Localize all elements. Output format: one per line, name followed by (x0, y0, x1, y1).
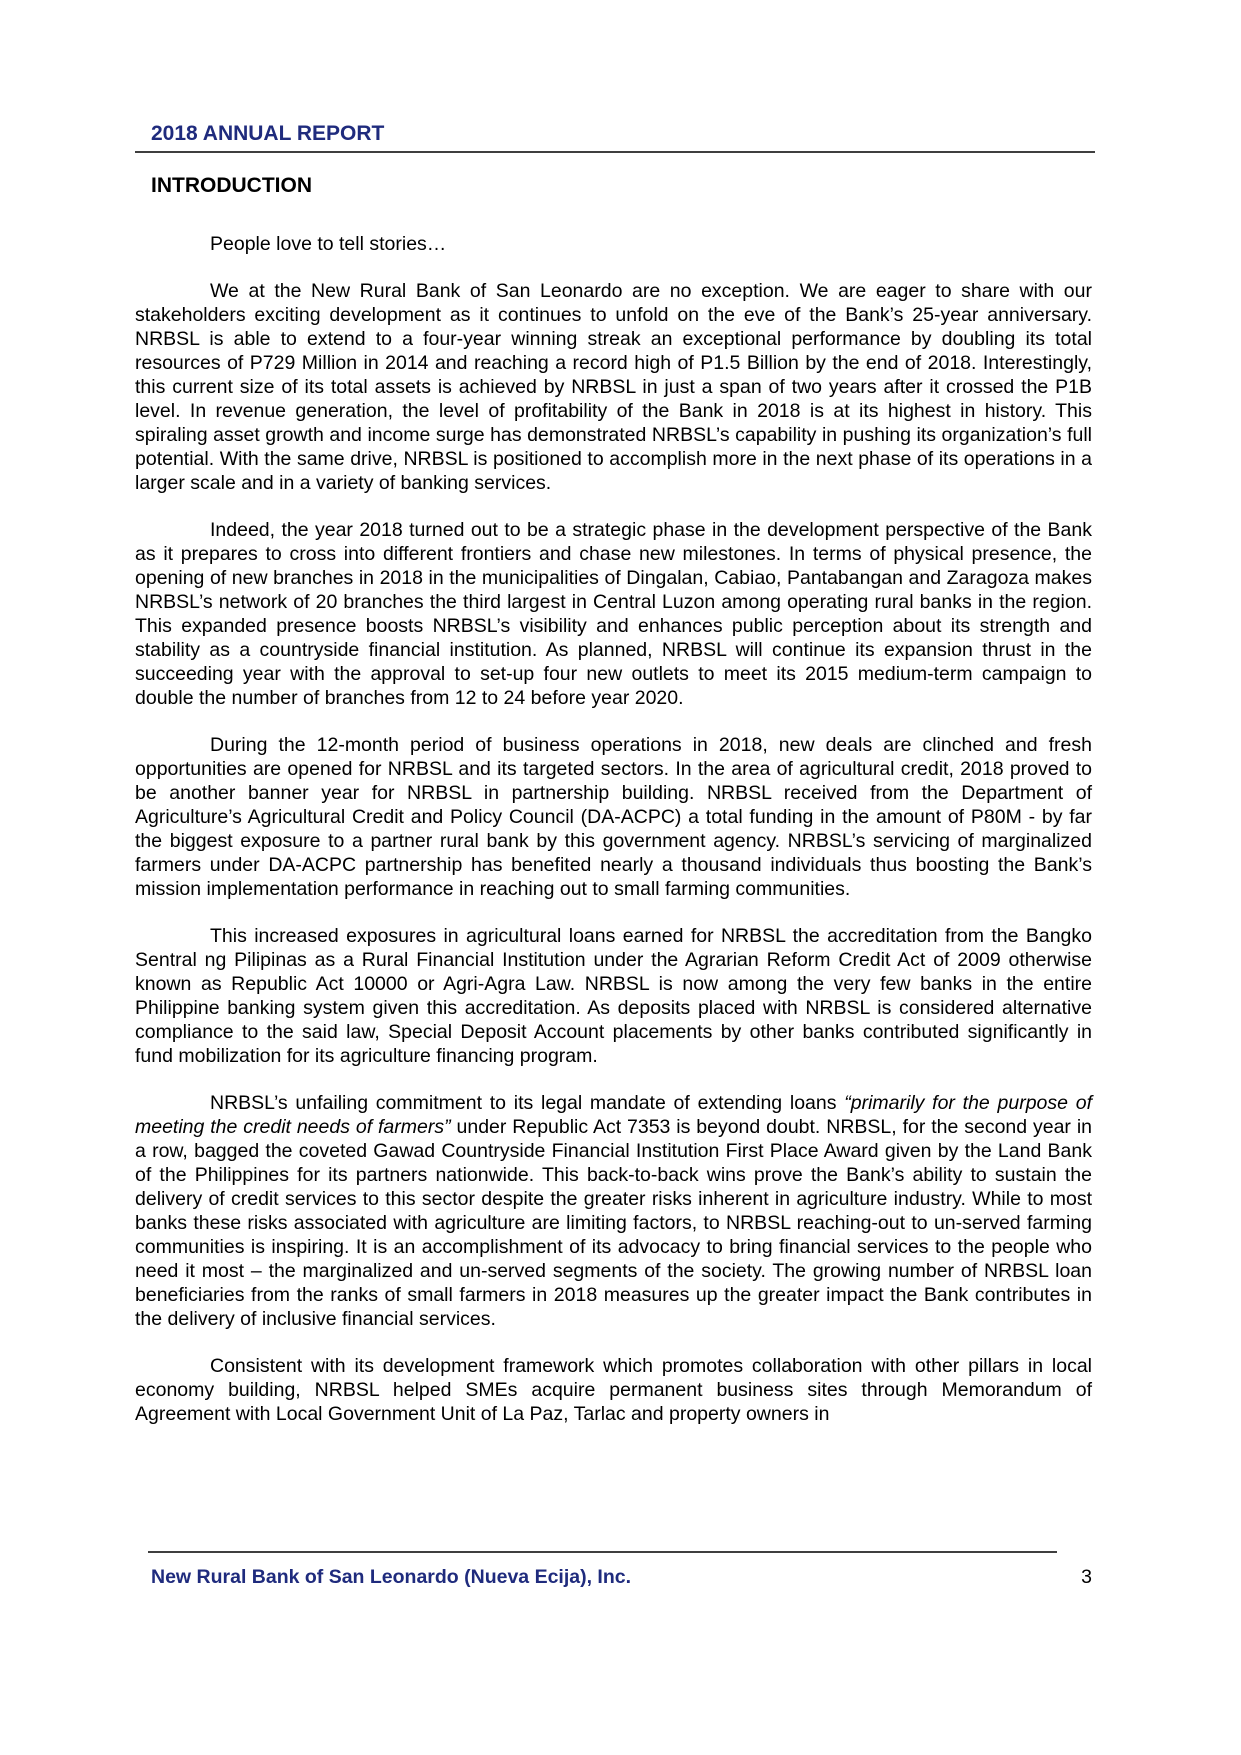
page-content (135, 122, 1092, 1426)
footer-row (148, 1566, 1092, 1589)
legal-mandate-text-after-quote: under Republic Act 7353 is beyond doubt. NRBSL, for the second year in a row, bagged the coveted Gawad Countryside Financial Institution First Place Award given by the Land Bank of the Philippines for its partners nationwide. This back-to-back wins prove the Bank’s ability to sustain the delivery of credit services to this sector despite the greater risks inherent in agriculture industry. While to most banks these risks associated with agriculture are limiting factors, to NRBSL reaching-out to un-served farming communities is inspiring. It is an accomplishment of its advocacy to bring financial services to the people who need it most – the marginalized and un-served segments of the society. The growing number of NRBSL loan beneficiaries from the ranks of small farmers in 2018 measures up the greater impact the Bank contributes in the delivery of inclusive financial services. (135, 1116, 1092, 1330)
page-number: 3 (1081, 1566, 1092, 1588)
paragraph-agricultural-credit: During the 12-month period of business operations in 2018, new deals are clinched and fresh opportunities are opened for NRBSL and its targeted sectors. In the area of agricultural credit, 2018 proved to be another banner year for NRBSL in partnership building. NRBSL received from the Department of Agriculture’s Agricultural Credit and Policy Council (DA-ACPC) a total funding in the amount of P80M - by far the biggest exposure to a partner rural bank by this government agency. NRBSL’s servicing of marginalized farmers under DA-ACPC partnership has benefited nearly a thousand individuals thus boosting the Bank’s mission implementation performance in reaching out to small farming communities. (135, 734, 1092, 900)
page-header-title: 2018 ANNUAL REPORT (151, 122, 385, 145)
header-rule (135, 151, 1095, 153)
footer-rule (148, 1551, 1057, 1553)
opening-line: People love to tell stories… (210, 233, 447, 255)
paragraph-sme-collaboration: Consistent with its development framework which promotes collaboration with other pillars in local economy building, NRBSL helped SMEs acquire permanent business sites through Memorandum of Agreement with Local Government Unit of La Paz, Tarlac and property owners in (135, 1355, 1092, 1425)
legal-mandate-italic-quote: “primarily for the purpose of meeting the credit needs of farmers” (135, 1092, 1092, 1138)
legal-mandate-text-before-quote: NRBSL’s unfailing commitment to its legal mandate of extending loans (210, 1092, 845, 1114)
paragraph-legal-mandate (135, 1091, 1092, 1331)
page-footer (148, 1551, 1092, 1589)
paragraph-bsp-accreditation: This increased exposures in agricultural loans earned for NRBSL the accreditation from the Bangko Sentral ng Pilipinas as a Rural Financial Institution under the Agrarian Reform Credit Act of 2009 otherwise known as Republic Act 10000 or Agri-Agra Law. NRBSL is now among the very few banks in the entire Philippine banking system given this accreditation. As deposits placed with NRBSL is considered alternative compliance to the said law, Special Deposit Account placements by other banks contributed significantly in fund mobilization for its agriculture financing program. (135, 925, 1092, 1067)
paragraph-branch-expansion: Indeed, the year 2018 turned out to be a strategic phase in the development perspective of the Bank as it prepares to cross into different frontiers and chase new milestones. In terms of physical presence, the opening of new branches in 2018 in the municipalities of Dingalan, Cabiao, Pantabangan and Zaragoza makes NRBSL’s network of 20 branches the third largest in Central Luzon among operating rural banks in the region. This expanded presence boosts NRBSL’s visibility and enhances public perception about its strength and stability as a countryside financial institution. As planned, NRBSL will continue its expansion thrust in the succeeding year with the approval to set-up four new outlets to meet its 2015 medium-term campaign to double the number of branches from 12 to 24 before year 2020. (135, 519, 1092, 709)
footer-bank-name: New Rural Bank of San Leonardo (Nueva Ecija), Inc. (151, 1566, 632, 1588)
section-title: INTRODUCTION (151, 174, 312, 197)
paragraph-bank-growth: We at the New Rural Bank of San Leonardo are no exception. We are eager to share with our stakeholders exciting development as it continues to unfold on the eve of the Bank’s 25-year anniversary. NRBSL is able to extend to a four-year winning streak an exceptional performance by doubling its total resources of P729 Million in 2014 and reaching a record high of P1.5 Billion by the end of 2018. Interestingly, this current size of its total assets is achieved by NRBSL in just a span of two years after it crossed the P1B level. In revenue generation, the level of profitability of the Bank in 2018 is at its highest in history. This spiraling asset growth and income surge has demonstrated NRBSL’s capability in pushing its organization’s full potential. With the same drive, NRBSL is positioned to accomplish more in the next phase of its operations in a larger scale and in a variety of banking services. (135, 280, 1092, 494)
